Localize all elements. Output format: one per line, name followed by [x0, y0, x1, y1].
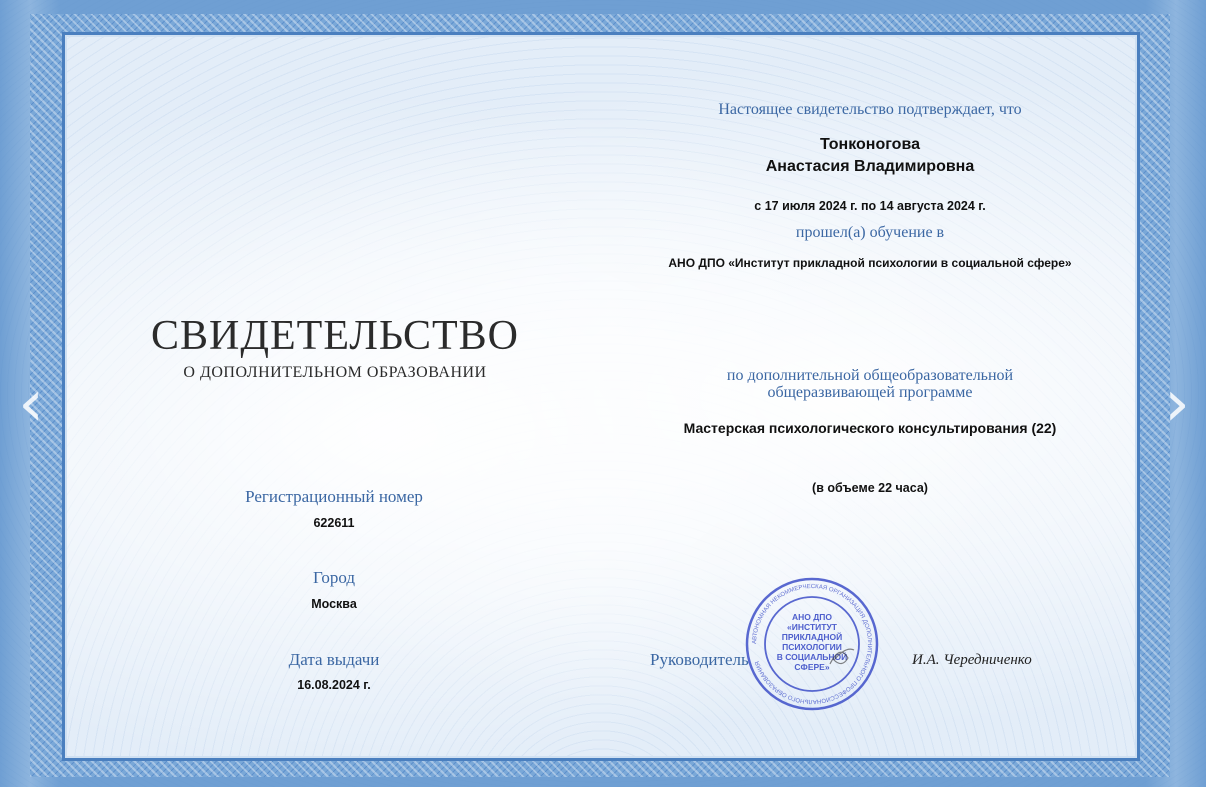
- confirms-text: Настоящее свидетельство подтверждает, что: [718, 101, 1022, 118]
- recipient-surname: Тонконогова: [820, 136, 920, 153]
- svg-text:АНО ДПО: АНО ДПО: [791, 612, 833, 622]
- trained-at-text: прошел(а) обучение в: [795, 224, 945, 241]
- issue-date-label: Дата выдачи: [288, 650, 380, 669]
- program-volume: (в объеме 22 часа): [812, 481, 928, 495]
- svg-text:ПРИКЛАДНОЙ: ПРИКЛАДНОЙ: [781, 632, 843, 642]
- registration-number: 622611: [313, 516, 355, 530]
- city-value: Москва: [311, 597, 357, 611]
- program-label-line1: по дополнительной общеобразовательной: [726, 367, 1014, 384]
- program-label-line2: общеразвивающей программе: [767, 384, 973, 401]
- head-name: И.А. Чередниченко: [912, 652, 1032, 668]
- recipient-given-names: Анастасия Владимировна: [765, 158, 975, 175]
- program-name: Мастерская психологического консультирования (22): [683, 420, 1057, 436]
- chevron-left-icon[interactable]: ‹: [18, 367, 44, 441]
- head-label: Руководитель: [650, 650, 749, 669]
- institution-name: АНО ДПО «Институт прикладной психологии в социальной сфере»: [668, 256, 1072, 270]
- city-label: Город: [313, 568, 355, 587]
- registration-number-label: Регистрационный номер: [245, 487, 423, 506]
- chevron-right-icon[interactable]: ›: [1164, 367, 1190, 441]
- certificate-title: СВИДЕТЕЛЬСТВО: [151, 313, 519, 359]
- svg-text:«ИНСТИТУТ: «ИНСТИТУТ: [787, 622, 837, 632]
- svg-text:СФЕРЕ»: СФЕРЕ»: [794, 662, 830, 672]
- issue-date: 16.08.2024 г.: [297, 678, 371, 692]
- certificate-subtitle: О ДОПОЛНИТЕЛЬНОМ ОБРАЗОВАНИИ: [183, 364, 487, 381]
- svg-text:АВТОНОМНАЯ НЕКОММЕРЧЕСКАЯ ОРГА: АВТОНОМНАЯ НЕКОММЕРЧЕСКАЯ ОРГАНИЗАЦИЯ ДОПОЛНИТЕЛЬНОГО ПРОФЕССИОНАЛЬНОГО ОБРАЗОВАНИЯ: [751, 583, 873, 705]
- svg-text:В СОЦИАЛЬНОЙ: В СОЦИАЛЬНОЙ: [776, 652, 848, 662]
- svg-text:ПСИХОЛОГИИ: ПСИХОЛОГИИ: [782, 642, 842, 652]
- institution-stamp: [744, 576, 880, 712]
- study-period: с 17 июля 2024 г. по 14 августа 2024 г.: [754, 199, 986, 213]
